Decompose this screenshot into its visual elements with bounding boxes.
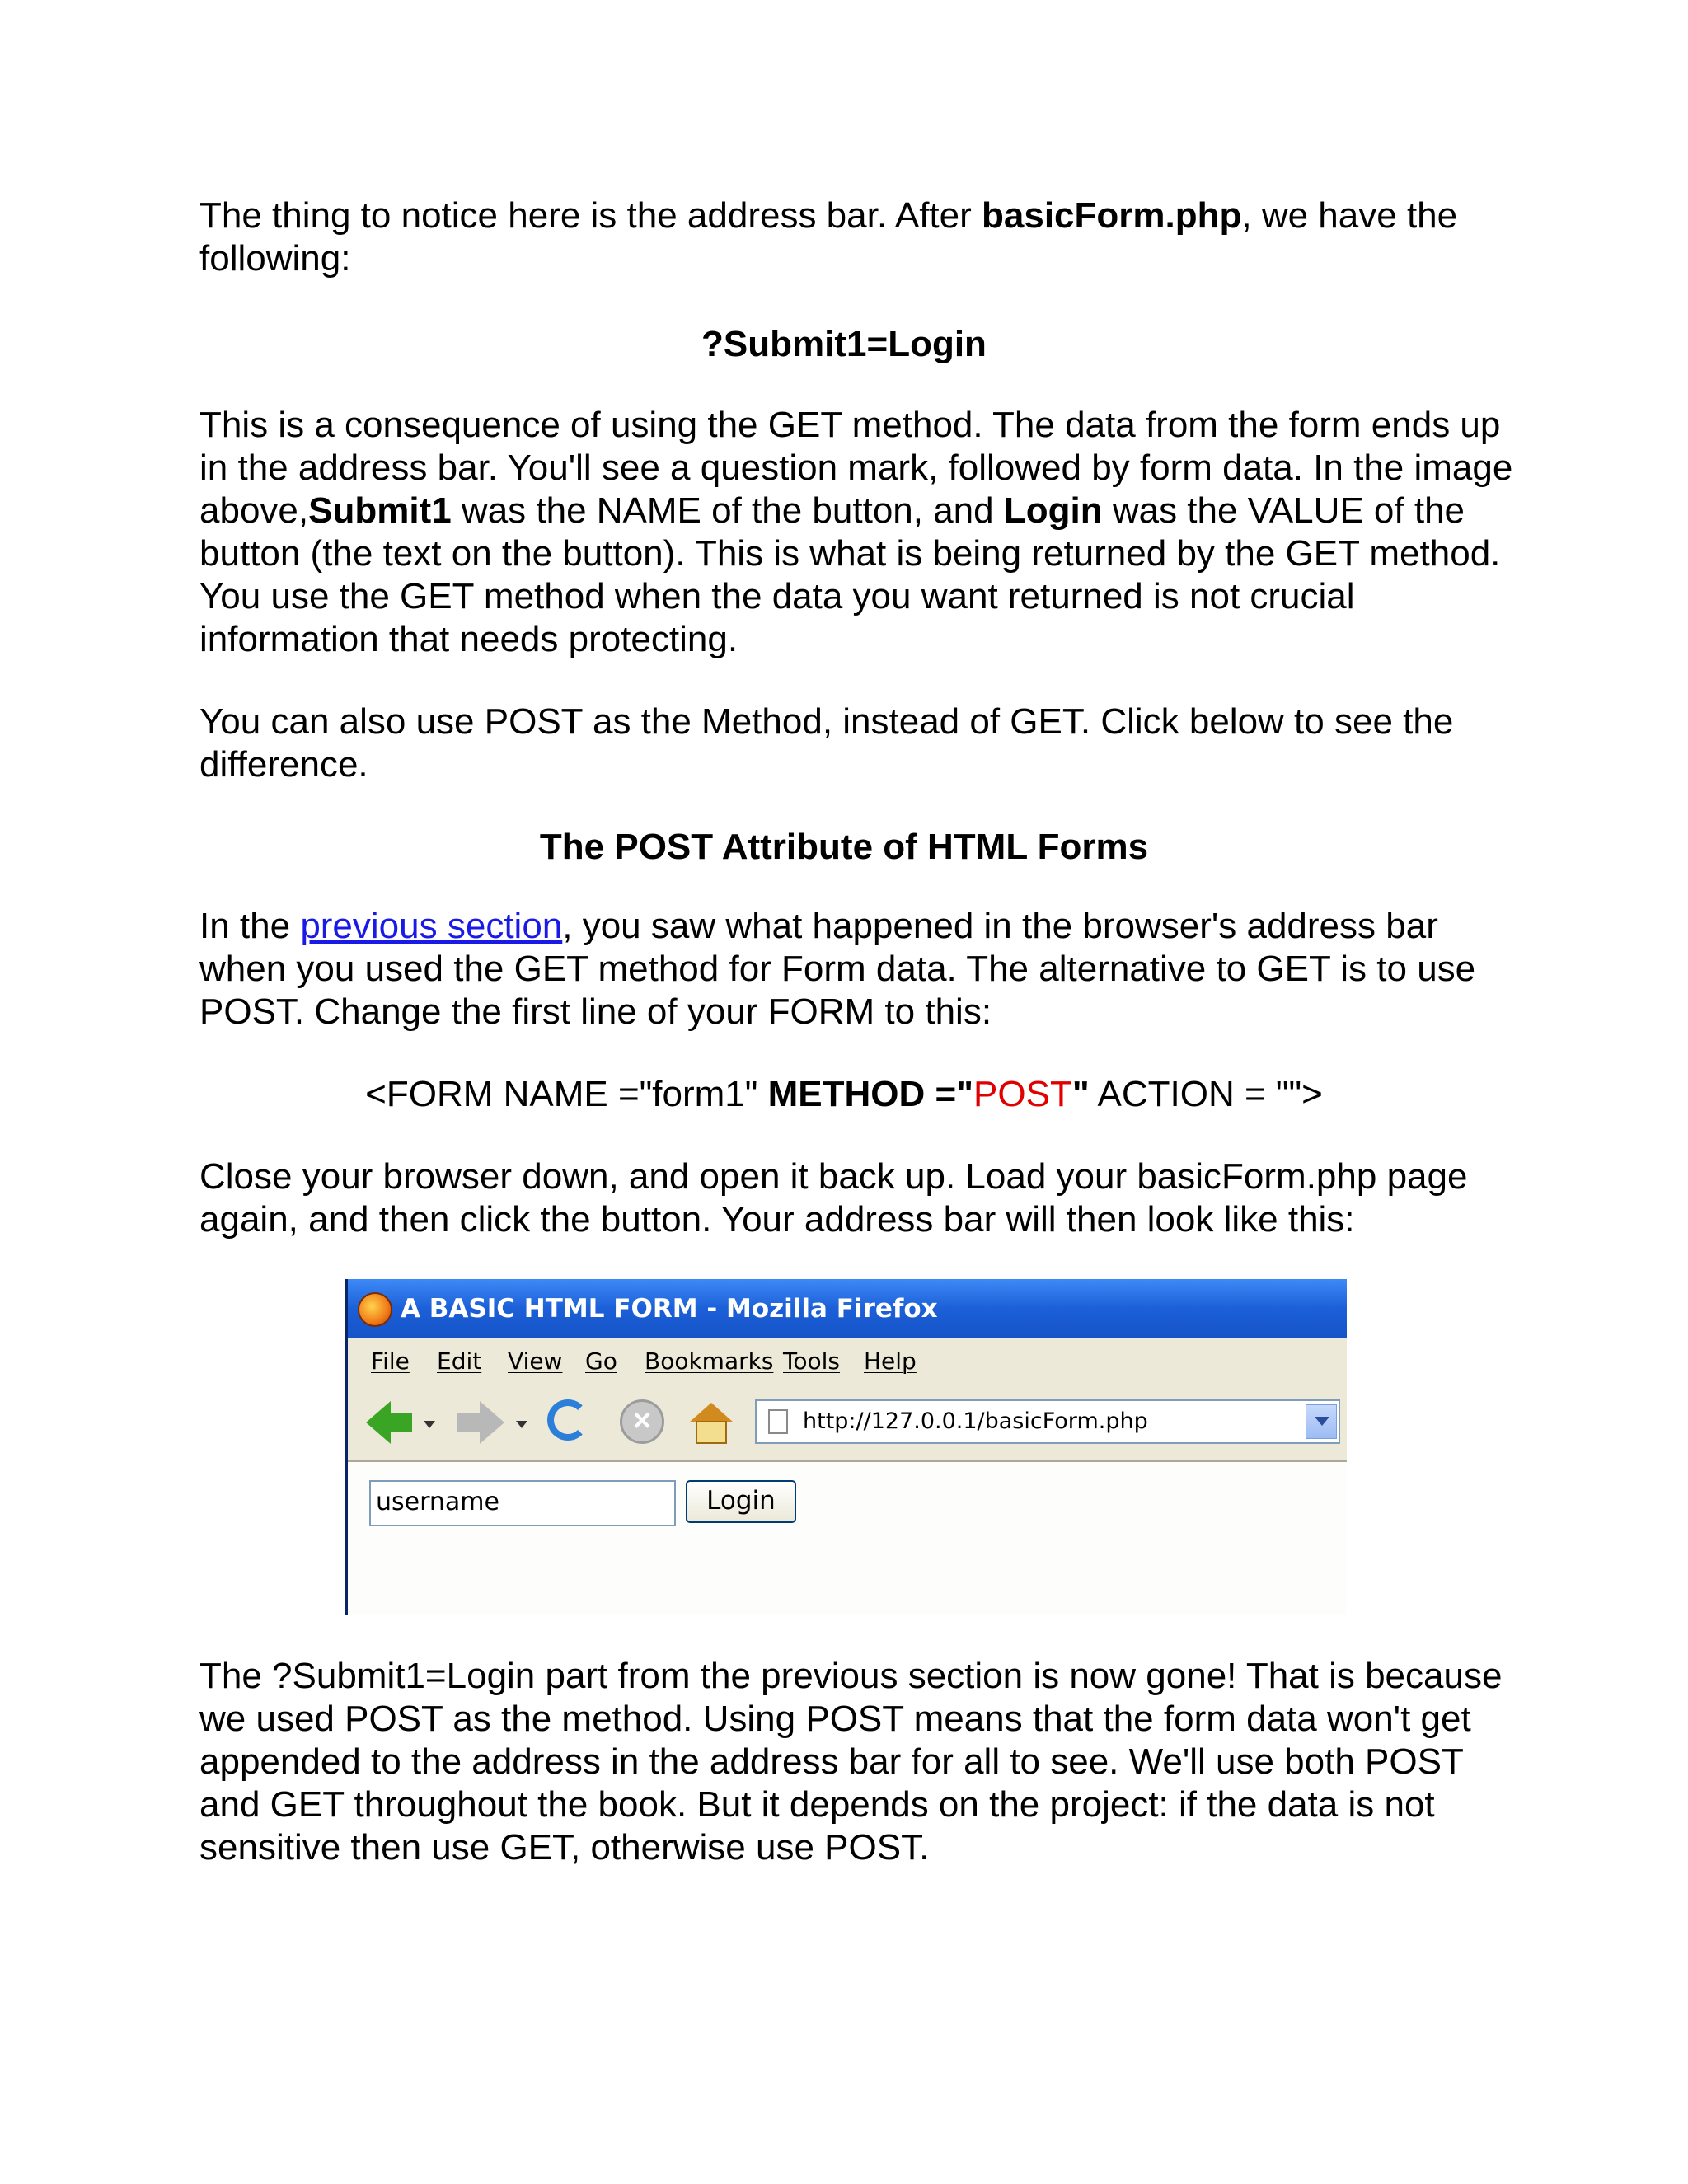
chevron-down-icon — [1315, 1417, 1329, 1426]
forward-dropdown-icon[interactable] — [516, 1421, 528, 1428]
browser-instruction-paragraph: Close your browser down, and open it back up. Load your basicForm.php page again, and then click the button. Your address bar will then look like this: — [199, 1156, 1468, 1240]
page-content-area — [348, 1462, 1347, 1615]
filename-bold: basicForm.php — [982, 195, 1242, 236]
menu-file[interactable]: File — [371, 1347, 410, 1375]
window-titlebar — [348, 1279, 1347, 1338]
login-bold: Login — [1003, 490, 1103, 531]
back-arrow-icon[interactable] — [366, 1401, 391, 1444]
get-text-2: was the NAME of the button, and — [451, 490, 1004, 531]
form-code-line — [0, 1073, 1688, 1116]
back-dropdown-icon[interactable] — [424, 1421, 435, 1428]
menu-tools[interactable]: Tools — [783, 1347, 840, 1375]
code-quote-bold: " — [1071, 1074, 1090, 1114]
address-url: http://127.0.0.1/basicForm.php — [803, 1408, 1148, 1434]
page-icon — [768, 1409, 788, 1434]
menu-help[interactable]: Help — [864, 1347, 917, 1375]
back-arrow-tail[interactable] — [389, 1413, 412, 1432]
window-title: A BASIC HTML FORM - Mozilla Firefox — [401, 1294, 938, 1324]
menu-edit[interactable]: Edit — [437, 1347, 482, 1375]
navigation-toolbar — [348, 1385, 1347, 1462]
menu-bookmarks[interactable]: Bookmarks — [645, 1347, 774, 1375]
code-text-2: ACTION = ""> — [1089, 1074, 1323, 1114]
stop-icon[interactable]: × — [620, 1399, 664, 1444]
firefox-logo-icon — [358, 1292, 392, 1327]
login-button[interactable]: Login — [686, 1480, 796, 1523]
post-text-2: , you saw what happened in the browser's address bar when you used the GET method for Form data. The alternative to GET is to use POST. Change the first line of your FORM to this: — [199, 906, 1476, 1032]
intro-paragraph — [199, 194, 1518, 280]
intro-text: The thing to notice here is the address bar. After — [199, 195, 982, 236]
username-input[interactable]: username — [369, 1480, 676, 1526]
get-text-3: was the VALUE of the button (the text on the button). This is what is being returned by the GET method. You use the GET method when the data you want returned is not crucial information that needs protecting. — [199, 490, 1501, 659]
section-heading: The POST Attribute of HTML Forms — [539, 827, 1149, 867]
reload-icon[interactable] — [547, 1399, 588, 1441]
forward-arrow-tail[interactable] — [457, 1413, 480, 1432]
code-method-bold: METHOD =" — [767, 1074, 974, 1114]
post-intro-paragraph: You can also use POST as the Method, instead of GET. Click below to see the difference. — [199, 701, 1454, 785]
forward-arrow-icon[interactable] — [480, 1401, 504, 1444]
previous-section-link[interactable]: previous section — [300, 906, 563, 946]
query-string-example: ?Submit1=Login — [701, 324, 987, 364]
menu-bar — [348, 1338, 1347, 1386]
address-bar[interactable] — [755, 1399, 1340, 1444]
get-explanation-paragraph — [199, 404, 1518, 661]
submit1-bold: Submit1 — [308, 490, 452, 531]
conclusion-paragraph: The ?Submit1=Login part from the previous section is now gone! That is because we used POST as the method. Using POST means that the form data won't get appended to the address in the address bar for all to see. We'll use both POST and GET throughout the book. But it depends on the project: if the data is not sensitive then use GET, otherwise use POST. — [199, 1656, 1503, 1868]
code-text-1: <FORM NAME ="form1" — [365, 1074, 768, 1114]
code-post-red: POST — [973, 1074, 1072, 1114]
post-explanation-paragraph — [199, 905, 1518, 1033]
home-icon[interactable] — [689, 1403, 734, 1444]
menu-view[interactable]: View — [508, 1347, 563, 1375]
post-text-1: In the — [199, 906, 301, 946]
address-dropdown-button[interactable] — [1306, 1404, 1337, 1439]
firefox-screenshot — [345, 1279, 1347, 1615]
menu-go[interactable]: Go — [585, 1347, 617, 1375]
intro-text-end: , we have the following: — [199, 195, 1458, 279]
get-text-1: This is a consequence of using the GET method. The data from the form ends up in the address bar. You'll see a question mark, followed by form data. In the image above, — [199, 405, 1513, 531]
